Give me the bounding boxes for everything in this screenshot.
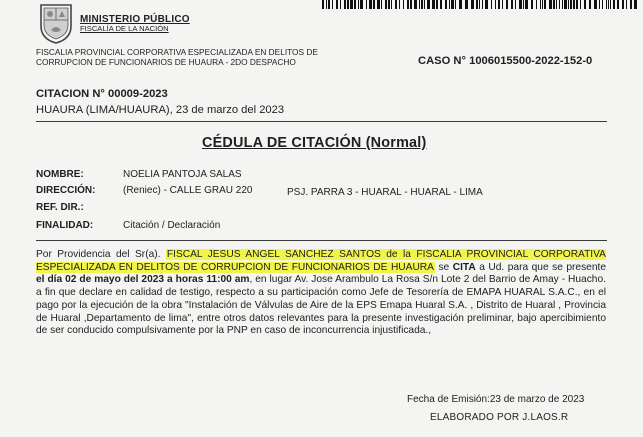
barcode-bar: [540, 0, 541, 9]
barcode-bar: [358, 0, 359, 9]
body-details: , en lugar Av. Jose Arambulo La Rosa S/n Lote 2 del Barrio de Amay - Huacho. a fin que declare en calidad de testigo, respecto a su participación como Jefe de Tesorería de EMAPA HUARAL S.A.C., en el pago por la ejecución de la obra "Instalación de Válvulas de Aire de la EPS Emapa Huaral S.A. , Distrito de Huaral , Provincia de Huaral ,Departamento de lima", entre otros datos relevantes para la presente investigación preliminar, bajo apercibimiento de ser conducido compulsivamente por la PNP en caso de inconcurrencia injustificada.,: [36, 274, 606, 337]
barcode-bar: [336, 0, 338, 9]
barcode-bar: [322, 0, 324, 9]
barcode-bar: [525, 0, 528, 9]
barcode-bar: [424, 0, 425, 9]
barcode-bar: [332, 0, 333, 9]
body-present: a Ud. para que se presente: [475, 261, 607, 273]
finalidad-value: Citación / Declaración: [123, 220, 221, 231]
barcode-bar: [622, 0, 624, 9]
barcode-bar: [562, 0, 563, 9]
barcode-bar: [556, 0, 557, 9]
barcode-bar: [485, 0, 488, 9]
barcode-bar: [407, 0, 409, 9]
barcode-bar: [626, 0, 627, 9]
fiscalia-name: [36, 47, 376, 67]
nombre-label: NOMBRE:: [36, 169, 84, 180]
barcode-bar: [602, 0, 603, 9]
body-date: el día 02 de mayo del 2023 a horas 11:00 am: [36, 274, 250, 286]
fiscalia-line-1: FISCALIA PROVINCIAL CORPORATIVA ESPECIALIZADA EN DELITOS DE: [36, 47, 318, 57]
barcode-bar: [328, 0, 330, 9]
barcode-bar: [455, 0, 456, 9]
barcode-bar: [350, 0, 353, 9]
barcode-bar: [391, 0, 392, 9]
institution-name: MINISTERIO PÚBLICO: [80, 14, 190, 25]
barcode-bar: [459, 0, 462, 9]
barcode-bar: [613, 0, 615, 9]
barcode-bar: [553, 0, 555, 9]
direccion-extra: PSJ. PARRA 3 - HUARAL - HUARAL - LIMA: [287, 187, 483, 198]
barcode-bar: [610, 0, 611, 9]
barcode-bar: [594, 0, 597, 9]
barcode-bar: [399, 0, 400, 9]
barcode-bar: [544, 0, 546, 9]
ref-dir-label: REF. DIR.:: [36, 202, 84, 213]
barcode-bar: [340, 0, 341, 9]
barcode-bar: [410, 0, 412, 9]
barcode-bar: [531, 0, 533, 9]
barcode: [322, 0, 640, 9]
barcode-bar: [373, 0, 375, 9]
direccion-label: DIRECCIÓN:: [36, 185, 96, 196]
barcode-bar: [511, 0, 513, 9]
document-title: CÉDULA DE CITACIÓN (Normal): [202, 135, 427, 151]
barcode-bar: [542, 0, 543, 9]
barcode-bar: [573, 0, 575, 9]
barcode-bar: [549, 0, 552, 9]
prepared-by: ELABORADO POR J.LAOS.R: [430, 412, 569, 423]
barcode-bar: [589, 0, 591, 9]
fiscalia-line-2: CORRUPCION DE FUNCIONARIOS DE HUAURA - 2DO DESPACHO: [36, 57, 296, 67]
barcode-bar: [515, 0, 516, 9]
barcode-bar: [421, 0, 423, 9]
barcode-bar: [498, 0, 500, 9]
barcode-bar: [536, 0, 537, 9]
barcode-bar: [385, 0, 387, 9]
barcode-bar: [445, 0, 447, 9]
barcode-bar: [476, 0, 478, 9]
barcode-bar: [388, 0, 390, 9]
barcode-bar: [436, 0, 438, 9]
barcode-bar: [449, 0, 450, 9]
body-intro: Por Providencia del Sr(a).: [36, 249, 166, 260]
barcode-bar: [395, 0, 397, 9]
citation-number: CITACION N° 00009-2023: [36, 88, 168, 100]
barcode-bar: [630, 0, 632, 9]
barcode-bar: [344, 0, 346, 9]
barcode-bar: [506, 0, 508, 9]
barcode-bar: [451, 0, 454, 9]
barcode-bar: [568, 0, 569, 9]
barcode-bar: [366, 0, 367, 9]
barcode-bar: [347, 0, 349, 9]
barcode-bar: [570, 0, 572, 9]
barcode-bar: [440, 0, 442, 9]
body-se: se: [434, 261, 453, 273]
body-divider: [36, 240, 607, 241]
nombre-value: NOELIA PANTOJA SALAS: [123, 169, 242, 180]
barcode-bar: [523, 0, 524, 9]
barcode-bar: [580, 0, 581, 9]
direccion-value: (Reniec) - CALLE GRAU 220: [123, 185, 253, 196]
barcode-bar: [369, 0, 372, 9]
barcode-bar: [403, 0, 404, 9]
barcode-bar: [381, 0, 382, 9]
barcode-bar: [564, 0, 567, 9]
coat-of-arms-seal-icon: [37, 2, 75, 44]
barcode-bar: [576, 0, 578, 9]
barcode-bar: [617, 0, 619, 9]
barcode-bar: [502, 0, 503, 9]
barcode-bar: [354, 0, 356, 9]
finalidad-label: FINALIDAD:: [36, 220, 94, 231]
barcode-bar: [606, 0, 607, 9]
body-cita: CITA: [452, 261, 476, 273]
emission-date: Fecha de Emisión:23 de marzo de 2023: [407, 394, 585, 405]
barcode-bar: [360, 0, 363, 9]
barcode-bar: [559, 0, 560, 9]
case-number: CASO N° 1006015500-2022-152-0: [418, 55, 593, 67]
citation-body: [36, 249, 606, 338]
barcode-bar: [519, 0, 522, 9]
barcode-bar: [432, 0, 435, 9]
barcode-bar: [414, 0, 417, 9]
barcode-bar: [326, 0, 327, 9]
barcode-bar: [471, 0, 474, 9]
institution-subname: FISCALÍA DE LA NACIÓN: [80, 24, 169, 33]
barcode-bar: [482, 0, 483, 9]
barcode-bar: [427, 0, 430, 9]
barcode-bar: [608, 0, 609, 9]
barcode-bar: [491, 0, 492, 9]
highlighted-fiscal-name: FISCAL JESUS ANGEL SANCHEZ SANTOS de la FISCALIA PROVINCIAL CORPORATIVA ESPECIALIZADA EN DELITOS DE CORRUPCION DE FUNCIONARIOS DE HUAURA: [36, 249, 606, 273]
barcode-bar: [419, 0, 420, 9]
barcode-bar: [495, 0, 496, 9]
barcode-bar: [584, 0, 586, 9]
barcode-bar: [465, 0, 468, 9]
barcode-bar: [599, 0, 600, 9]
top-divider: [36, 121, 607, 122]
barcode-bar: [377, 0, 380, 9]
barcode-bar: [634, 0, 637, 9]
barcode-bar: [479, 0, 480, 9]
citation-place-date: HUAURA (LIMA/HUAURA), 23 de marzo del 2023: [36, 104, 285, 116]
